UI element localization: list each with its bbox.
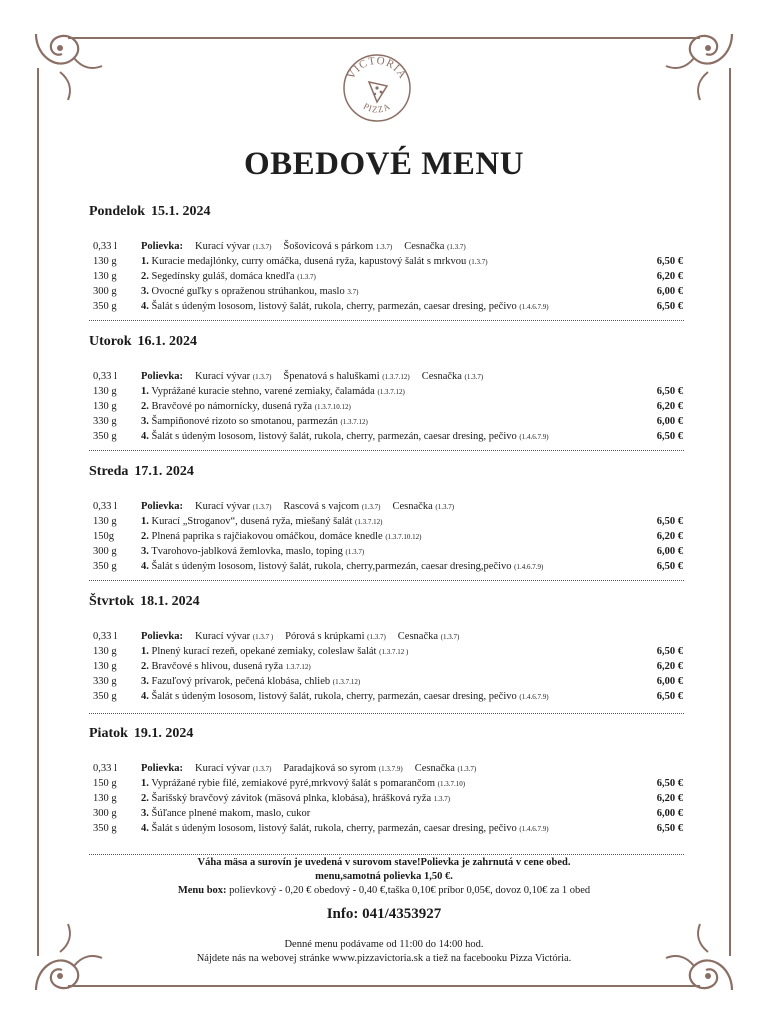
meal-allergens: (1.3.7.12 ) [379, 648, 409, 656]
soup-weight: 0,33 l [93, 241, 117, 252]
logo-bottom-text: PIZZA [361, 100, 393, 115]
meal-number: 4. [141, 691, 149, 702]
meal-number: 1. [141, 256, 149, 267]
meal-number: 1. [141, 516, 149, 527]
meal-text: Bravčové s hlivou, dusená ryža [151, 661, 284, 672]
meal-text: Fazuľový prívarok, pečená klobása, chlieb [151, 676, 331, 687]
soup-name: Cesnačka [414, 763, 455, 774]
meal-weight: 350 g [93, 431, 117, 442]
meal-description [141, 254, 488, 270]
meal-row [93, 776, 683, 791]
meal-description [141, 284, 358, 300]
meal-description [141, 384, 405, 400]
meal-allergens: (1.4.6.7.9) [514, 563, 544, 571]
soup-list [141, 239, 466, 255]
meal-row [93, 659, 683, 674]
soup-allergens: (1.3.7) [367, 633, 386, 641]
meal-description [141, 689, 549, 705]
meal-description [141, 399, 351, 415]
soup-item [283, 239, 392, 255]
soup-item [415, 761, 477, 777]
soup-item [195, 239, 271, 255]
meal-weight: 150 g [93, 778, 117, 789]
meal-weight: 130 g [93, 271, 117, 282]
meal-allergens: (1.3.7.12) [355, 518, 383, 526]
meal-row [93, 674, 683, 689]
soup-weight: 0,33 l [93, 371, 117, 382]
meal-number: 4. [141, 301, 149, 312]
day-heading [89, 726, 684, 746]
day-section [89, 594, 684, 702]
soup-row [93, 499, 683, 514]
meal-row [93, 254, 683, 269]
meal-weight: 130 g [93, 661, 117, 672]
soup-weight: 0,33 l [93, 763, 117, 774]
day-name: Utorok [89, 334, 132, 349]
meal-number: 2. [141, 401, 149, 412]
meal-text: Tvarohovo-jablková žemlovka, maslo, toping [151, 546, 343, 557]
meal-allergens: (1.3.7.10.12) [385, 533, 422, 541]
meal-allergens: (1.4.6.7.9) [519, 825, 549, 833]
day-date: 18.1. 2024 [140, 594, 200, 609]
meal-description [141, 544, 364, 560]
soup-name: Kurací vývar [195, 371, 251, 382]
soup-item [195, 629, 273, 645]
meal-number: 1. [141, 778, 149, 789]
soup-allergens: (1.3.7) [464, 373, 484, 381]
menubox-label: Menu box: [177, 885, 227, 896]
soup-label: Polievka: [141, 631, 183, 642]
meal-number: 2. [141, 661, 149, 672]
meal-weight: 130 g [93, 793, 117, 804]
soup-label: Polievka: [141, 763, 183, 774]
logo-top-text: VICTÓRIA [345, 54, 409, 82]
soup-item [285, 629, 386, 645]
meal-number: 4. [141, 431, 149, 442]
meal-row [93, 414, 683, 429]
meal-text: Kuracie medajlónky, curry omáčka, dusená ryža, kapustový šalát s mrkvou [151, 256, 467, 267]
soup-item [283, 761, 402, 777]
meal-weight: 130 g [93, 516, 117, 527]
svg-text:VICTÓRIA [345, 55, 409, 82]
meal-row [93, 384, 683, 399]
menu-rows [93, 499, 683, 574]
soup-item [195, 761, 271, 777]
day-section [89, 726, 684, 834]
info-phone: Info: 041/4353927 [326, 906, 442, 922]
menu-rows [93, 761, 683, 836]
meal-weight: 130 g [93, 646, 117, 657]
meal-price: 6,50 € [656, 691, 683, 702]
soup-allergens: (1.3.7) [252, 243, 272, 251]
soup-name: Kurací vývar [195, 501, 251, 512]
meal-text: Šalát s údeným lososom, listový šalát, rukola, cherry,parmezán, caesar dresing,pečivo [151, 561, 512, 572]
meal-weight: 350 g [93, 823, 117, 834]
meal-allergens: (1.4.6.7.9) [519, 433, 549, 441]
soup-name: Cesnačka [404, 241, 445, 252]
menubox-text: polievkový - 0,20 € obedový - 0,40 €,taška 0,10€ príbor 0,05€, dovoz 0,10€ za 1 obed [229, 885, 591, 896]
meal-row [93, 514, 683, 529]
soup-name: Cesnačka [421, 371, 462, 382]
meal-weight: 350 g [93, 301, 117, 312]
meal-allergens: (1.3.7.10) [437, 780, 466, 788]
meal-row [93, 299, 683, 314]
meal-weight: 300 g [93, 546, 117, 557]
soup-allergens: (1.3.7) [447, 243, 466, 251]
meal-price: 6,50 € [656, 256, 683, 267]
day-section [89, 464, 684, 572]
soup-allergens: (1.3.7) [440, 633, 460, 641]
meal-price: 6,00 € [656, 676, 683, 687]
meal-weight: 330 g [93, 676, 117, 687]
soup-allergens: (1.3.7) [252, 373, 272, 381]
meal-price: 6,50 € [656, 646, 683, 657]
soup-allergens: (1.3.7) [361, 503, 381, 511]
soup-item [283, 499, 380, 515]
soup-list [141, 761, 476, 777]
soup-weight: 0,33 l [93, 631, 117, 642]
notes-line-2: menu,samotná polievka 1,50 €. [315, 871, 453, 882]
meal-allergens: (1.3.7) [345, 548, 365, 556]
soup-item [283, 369, 409, 385]
soup-name: Paradajková so syrom [283, 763, 377, 774]
soup-item [393, 499, 455, 515]
day-section [89, 204, 684, 312]
meal-description [141, 644, 408, 660]
meal-description [141, 791, 450, 807]
meal-text: Plnený kurací rezeň, opekané zemiaky, coleslaw šalát [151, 646, 377, 657]
soup-list [141, 369, 483, 385]
meal-text: Šalát s údeným lososom, listový šalát, rukola, cherry, parmezán, caesar dresing, pečivo [151, 691, 517, 702]
meal-price: 6,20 € [656, 531, 683, 542]
meal-description [141, 674, 360, 690]
meal-allergens: (1.4.6.7.9) [519, 303, 549, 311]
meal-price: 6,50 € [656, 561, 683, 572]
soup-row [93, 239, 683, 254]
separator [89, 320, 684, 321]
meal-text: Šalát s údeným lososom, listový šalát, rukola, cherry, parmezán, caesar dresing, pečivo [151, 431, 517, 442]
meal-number: 1. [141, 646, 149, 657]
meal-description [141, 429, 549, 445]
soup-allergens: (1.3.7) [435, 503, 455, 511]
meal-price: 6,50 € [656, 386, 683, 397]
meal-row [93, 399, 683, 414]
meal-allergens: (1.3.7) [297, 273, 316, 281]
soup-row [93, 629, 683, 644]
day-date: 19.1. 2024 [133, 726, 194, 741]
meal-text: Kurací „Stroganov“, dusená ryža, miešaný šalát [151, 516, 353, 527]
meal-text: Vyprážané rybie filé, zemiakové pyré,mrkvový šalát s pomarančom [151, 778, 435, 789]
meal-number: 3. [141, 676, 149, 687]
meal-price: 6,50 € [656, 431, 683, 442]
soup-name: Rascová s vajcom [283, 501, 360, 512]
meal-price: 6,20 € [656, 793, 683, 804]
meal-price: 6,00 € [656, 416, 683, 427]
meal-number: 2. [141, 271, 149, 282]
soup-name: Cesnačka [397, 631, 439, 642]
day-date: 15.1. 2024 [151, 204, 211, 219]
meal-text: Vyprážané kuracie stehno, varené zemiaky, čalamáda [151, 386, 375, 397]
day-heading [89, 334, 684, 354]
soup-name: Kurací vývar [195, 631, 251, 642]
soup-name: Kurací vývar [195, 763, 251, 774]
meal-number: 2. [141, 793, 149, 804]
meal-weight: 350 g [93, 691, 117, 702]
menubox-line [0, 884, 768, 898]
meal-allergens: (1.3.7.12) [340, 418, 368, 426]
day-name: Piatok [89, 726, 128, 741]
meal-number: 3. [141, 808, 149, 819]
day-name: Streda [89, 464, 129, 479]
soup-name: Pórová s krúpkami [285, 631, 365, 642]
menu-rows [93, 629, 683, 704]
day-date: 17.1. 2024 [134, 464, 194, 479]
meal-allergens: 1.3.7) [433, 795, 451, 803]
bottom-notes [0, 938, 768, 966]
day-heading [89, 204, 684, 224]
meal-allergens: (1.3.7.12) [332, 678, 361, 686]
meal-row [93, 689, 683, 704]
meal-weight: 300 g [93, 808, 117, 819]
meal-row [93, 791, 683, 806]
meal-price: 6,50 € [656, 301, 683, 312]
meal-description [141, 529, 422, 545]
meal-description [141, 776, 465, 792]
day-name: Štvrtok [89, 594, 135, 609]
soup-item [422, 369, 484, 385]
soup-list [141, 499, 454, 515]
meal-row [93, 806, 683, 821]
meal-row [93, 821, 683, 836]
meal-description [141, 806, 310, 822]
hours-line: Denné menu podávame od 11:00 do 14:00 hod. [284, 939, 484, 950]
soup-allergens: (1.3.7.9) [378, 765, 403, 773]
soup-list [141, 629, 459, 645]
meal-allergens: 1.3.7.12) [285, 663, 311, 671]
meal-description [141, 514, 382, 530]
page-title: OBEDOVÉ MENU [243, 146, 525, 182]
meal-text: Plnená paprika s rajčiakovou omáčkou, domáce knedle [151, 531, 383, 542]
soup-item [195, 369, 271, 385]
separator [89, 580, 684, 581]
day-heading [89, 594, 684, 614]
soup-name: Cesnačka [392, 501, 433, 512]
pizza-victoria-logo [341, 52, 413, 124]
meal-price: 6,20 € [656, 401, 683, 412]
meal-weight: 350 g [93, 561, 117, 572]
day-name: Pondelok [89, 204, 146, 219]
meal-number: 3. [141, 416, 149, 427]
meal-row [93, 529, 683, 544]
day-heading [89, 464, 684, 484]
meal-row [93, 429, 683, 444]
soup-allergens: (1.3.7.12) [382, 373, 410, 381]
menu-rows [93, 239, 683, 314]
meal-row [93, 284, 683, 299]
day-date: 16.1. 2024 [137, 334, 198, 349]
meal-description [141, 414, 368, 430]
meal-text: Šalát s údeným lososom, listový šalát, rukola, cherry, parmezán, caesar dresing, pečivo [151, 301, 517, 312]
meal-number: 1. [141, 386, 149, 397]
meal-description [141, 821, 549, 837]
meal-allergens: (1.3.7.12) [377, 388, 405, 396]
soup-allergens: (1.3.7) [252, 503, 272, 511]
meal-price: 6,50 € [656, 778, 683, 789]
soup-allergens: (1.3.7) [252, 765, 272, 773]
day-section [89, 334, 684, 442]
meal-text: Šarišský bravčový závitok (mäsová plnka, klobása), hrášková ryža [151, 793, 432, 804]
soup-item [195, 499, 271, 515]
meal-text: Šúľance plnené makom, maslo, cukor [151, 808, 311, 819]
soup-label: Polievka: [141, 241, 183, 252]
meal-description [141, 269, 316, 285]
meal-weight: 300 g [93, 286, 117, 297]
meal-number: 3. [141, 286, 149, 297]
soup-name: Kurací vývar [195, 241, 251, 252]
soup-item [398, 629, 460, 645]
soup-label: Polievka: [141, 371, 183, 382]
menu-rows [93, 369, 683, 444]
soup-label: Polievka: [141, 501, 183, 512]
footer-notes [0, 856, 768, 898]
meal-price: 6,50 € [656, 516, 683, 527]
separator [89, 854, 684, 855]
meal-row [93, 644, 683, 659]
meal-weight: 130 g [93, 256, 117, 267]
soup-allergens: (1.3.7 ) [252, 633, 274, 641]
meal-description [141, 559, 543, 575]
meal-row [93, 544, 683, 559]
soup-row [93, 369, 683, 384]
meal-price: 6,20 € [656, 271, 683, 282]
meal-text: Ovocné guľky s opraženou strúhankou, maslo [151, 286, 345, 297]
soup-allergens: (1.3.7) [457, 765, 477, 773]
meal-allergens: (1.3.7) [468, 258, 488, 266]
meal-row [93, 559, 683, 574]
separator [89, 713, 684, 714]
meal-number: 4. [141, 823, 149, 834]
meal-text: Segedínsky guláš, domáca knedľa [151, 271, 295, 282]
meal-number: 4. [141, 561, 149, 572]
meal-price: 6,00 € [656, 808, 683, 819]
meal-text: Šalát s údeným lososom, listový šalát, rukola, cherry, parmezán, caesar dresing, pečivo [151, 823, 517, 834]
meal-weight: 130 g [93, 401, 117, 412]
web-line: Nájdete nás na webovej stránke www.pizzavictoria.sk a tiež na facebooku Pizza Victória. [196, 953, 572, 964]
meal-price: 6,00 € [656, 286, 683, 297]
meal-allergens: 3.7) [347, 288, 359, 296]
soup-name: Šošovicová s párkom [283, 241, 374, 252]
meal-weight: 130 g [93, 386, 117, 397]
meal-text: Šampiňonové rizoto so smotanou, parmezán [151, 416, 338, 427]
soup-name: Špenatová s haluškami [283, 371, 380, 382]
meal-price: 6,50 € [656, 823, 683, 834]
meal-allergens: (1.4.6.7.9) [519, 693, 549, 701]
meal-number: 3. [141, 546, 149, 557]
meal-text: Bravčové po námornícky, dusená ryža [151, 401, 313, 412]
separator [89, 450, 684, 451]
meal-price: 6,00 € [656, 546, 683, 557]
notes-line-1: Váha mäsa a surovín je uvedená v surovom stave!Polievka je zahrnutá v cene obed. [197, 857, 571, 868]
soup-item [404, 239, 466, 255]
meal-number: 2. [141, 531, 149, 542]
meal-description [141, 659, 311, 675]
meal-description [141, 299, 549, 315]
soup-allergens: 1.3.7) [375, 243, 393, 251]
pizza-slice-icon [369, 82, 387, 102]
meal-allergens: (1.3.7.10.12) [314, 403, 351, 411]
meal-price: 6,20 € [656, 661, 683, 672]
soup-row [93, 761, 683, 776]
meal-weight: 150g [93, 531, 114, 542]
soup-weight: 0,33 l [93, 501, 117, 512]
meal-row [93, 269, 683, 284]
meal-weight: 330 g [93, 416, 117, 427]
